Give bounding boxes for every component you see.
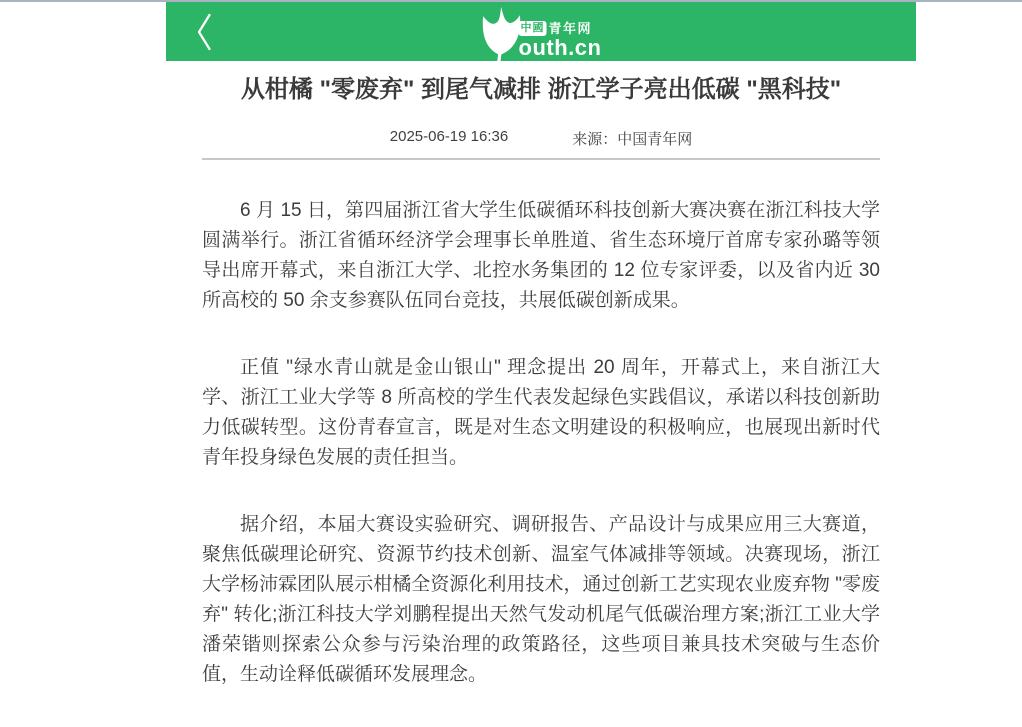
article-paragraph: 正值 "绿水青山就是金山银山" 理念提出 20 周年，开幕式上，来自浙江大学、浙江工业大学等 8 所高校的学生代表发起绿色实践倡议，承诺以科技创新助力低碳转型。这份青春宣言，既是对生态文明建设的积极响应，也展现出新时代青年投身绿色发展的责任担当。 [202,357,880,468]
logo-site-name: 青年网 [548,20,593,36]
back-button[interactable] [196,12,216,52]
chevron-left-icon [196,12,212,52]
site-header [166,2,916,61]
article-paragraph: 6 月 15 日，第四届浙江省大学生低碳循环科技创新大赛决赛在浙江科技大学圆满举行。浙江省循环经济学会理事长单胜道、省生态环境厅首席专家孙璐等领导出席开幕式，来自浙江大学、北控水务集团的 12 位专家评委，以及省内近 30 所高校的 50 余支参赛队伍同台竞技，共展低碳创新成果。 [202,200,880,311]
logo-badge: 中國 [520,22,545,34]
logo-domain: outh.cn [518,35,602,60]
publish-time: 2025-06-19 16:36 [389,128,509,145]
content-column [166,2,916,727]
article-paragraph: 据介绍，本届大赛设实验研究、调研报告、产品设计与成果应用三大赛道，聚焦低碳理论研究、资源节约技术创新、温室气体减排等领域。决赛现场，浙江大学杨沛霖团队展示柑橘全资源化利用技术，通过创新工艺实现农业废弃物 "零废弃" 转化;浙江科技大学刘鹏程提出天然气发动机尾气低碳治理方案;浙江工业大学潘荣锴则探索公众参与污染治理的政策路径，这些项目兼具技术突破与生态价值，生动诠释低碳循环发展理念。 [202,514,880,685]
site-logo[interactable] [481,7,602,77]
logo-text [519,7,602,60]
article-source: 来源：中国青年网 [572,131,693,148]
article-title: 从柑橘 "零废弃" 到尾气减排 浙江学子亮出低碳 "黑科技" [240,76,842,103]
article-body [166,160,916,690]
ginkgo-leaf-icon [481,7,523,77]
article-meta [166,128,916,149]
